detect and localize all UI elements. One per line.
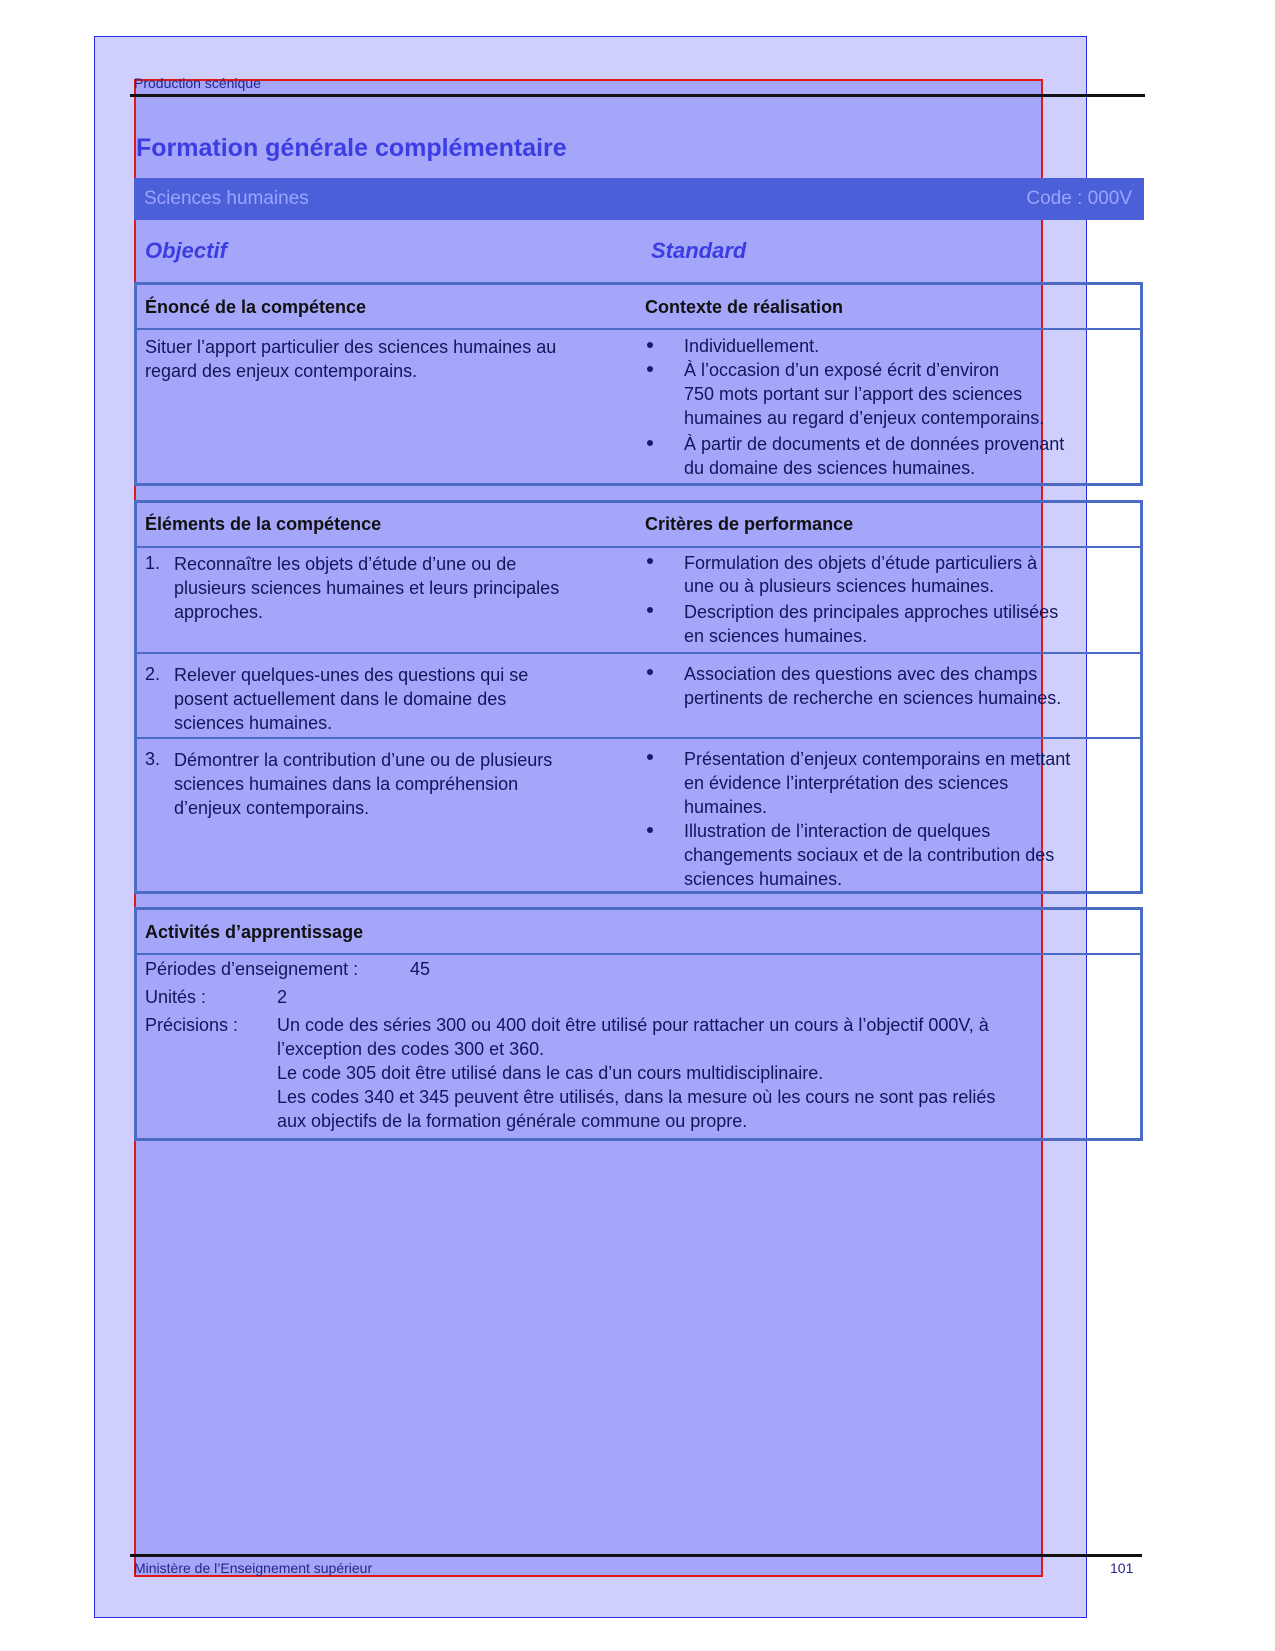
bullet-icon [647, 754, 653, 760]
bullet-icon [647, 827, 653, 833]
context-item-line: du domaine des sciences humaines. [684, 458, 976, 478]
criterion-line: une ou à plusieurs sciences humaines. [684, 576, 995, 596]
element-number: 3. [145, 749, 161, 769]
criterion-line: pertinents de recherche en sciences humaines. [684, 688, 1062, 708]
criterion-line: Description des principales approches utilisées [684, 602, 1059, 622]
criterion-line: Formulation des objets d’étude particuliers à [684, 553, 1038, 573]
element-line: posent actuellement dans le domaine des [174, 689, 507, 709]
precision-line: Le code 305 doit être utilisé dans le cas d’un cours multidisciplinaire. [277, 1063, 824, 1083]
code-label: Code : 000V [1026, 188, 1132, 209]
criterion-line: Association des questions avec des champs [684, 664, 1038, 684]
running-header: Production scénique [134, 75, 261, 91]
bullet-icon [647, 342, 653, 348]
precision-line: Un code des séries 300 ou 400 doit être utilisé pour rattacher un cours à l’objectif 000V, à [277, 1015, 989, 1035]
elements-header: Éléments de la compétence [145, 514, 382, 534]
standard-heading: Standard [651, 238, 747, 263]
elements-row-rule [137, 737, 1140, 739]
criteria-header: Critères de performance [645, 514, 854, 534]
activities-header: Activités d’apprentissage [145, 922, 364, 942]
context-item-line: humaines au regard d’enjeux contemporains. [684, 408, 1045, 428]
objectif-heading: Objectif [145, 238, 227, 263]
competence-statement-line: regard des enjeux contemporains. [145, 361, 418, 381]
context-header: Contexte de réalisation [645, 297, 844, 317]
periods-value: 45 [410, 959, 431, 979]
precision-line: l’exception des codes 300 et 360. [277, 1039, 545, 1059]
element-line: sciences humaines dans la compréhension [174, 774, 519, 794]
page-title: Formation générale complémentaire [136, 134, 567, 162]
criterion-line: en sciences humaines. [684, 626, 868, 646]
element-line: approches. [174, 602, 264, 622]
activities-header-rule [137, 953, 1140, 955]
criterion-line: en évidence l’interprétation des sciences [684, 773, 1009, 793]
bullet-icon [647, 366, 653, 372]
context-item-line: Individuellement. [684, 336, 820, 356]
criterion-line: Présentation d’enjeux contemporains en mettant [684, 749, 1071, 769]
precision-line: Les codes 340 et 345 peuvent être utilisés, dans la mesure où les cours ne sont pas reliés [277, 1087, 996, 1107]
periods-label: Périodes d’enseignement : [145, 959, 359, 979]
footer-rule [130, 1554, 1142, 1557]
bullet-icon [647, 607, 653, 613]
elements-header-rule [137, 546, 1140, 548]
element-number: 2. [145, 664, 161, 684]
element-line: sciences humaines. [174, 713, 333, 733]
element-line: Reconnaître les objets d’étude d’une ou de [174, 554, 517, 574]
context-item-line: 750 mots portant sur l’apport des sciences [684, 384, 1023, 404]
precision-line: aux objectifs de la formation générale commune ou propre. [277, 1111, 748, 1131]
element-line: Démontrer la contribution d’une ou de plusieurs [174, 750, 553, 770]
discipline-band [134, 178, 1144, 220]
precisions-label: Précisions : [145, 1015, 239, 1035]
page-number: 101 [1110, 1560, 1134, 1576]
criterion-line: Illustration de l’interaction de quelques [684, 821, 991, 841]
bullet-icon [647, 669, 653, 675]
units-value: 2 [277, 987, 288, 1007]
competence-header-rule [137, 328, 1140, 330]
elements-row-rule [137, 652, 1140, 654]
header-rule [130, 94, 1145, 97]
bullet-icon [647, 440, 653, 446]
units-label: Unités : [145, 987, 207, 1007]
context-item-line: À l’occasion d’un exposé écrit d’environ [684, 360, 1000, 380]
footer-ministry: Ministère de l’Enseignement supérieur [134, 1560, 373, 1576]
criterion-line: sciences humaines. [684, 869, 843, 889]
element-line: d’enjeux contemporains. [174, 798, 370, 818]
code-value: 000V [1087, 188, 1132, 209]
discipline-name: Sciences humaines [144, 188, 309, 209]
criterion-line: changements sociaux et de la contribution des [684, 845, 1055, 865]
criterion-line: humaines. [684, 797, 768, 817]
element-number: 1. [145, 553, 161, 573]
competence-statement-line: Situer l’apport particulier des sciences humaines au [145, 337, 557, 357]
context-item-line: À partir de documents et de données provenant [684, 434, 1065, 454]
bullet-icon [647, 558, 653, 564]
competence-statement-header: Énoncé de la compétence [145, 297, 367, 317]
element-line: Relever quelques-unes des questions qui se [174, 665, 529, 685]
element-line: plusieurs sciences humaines et leurs principales [174, 578, 560, 598]
